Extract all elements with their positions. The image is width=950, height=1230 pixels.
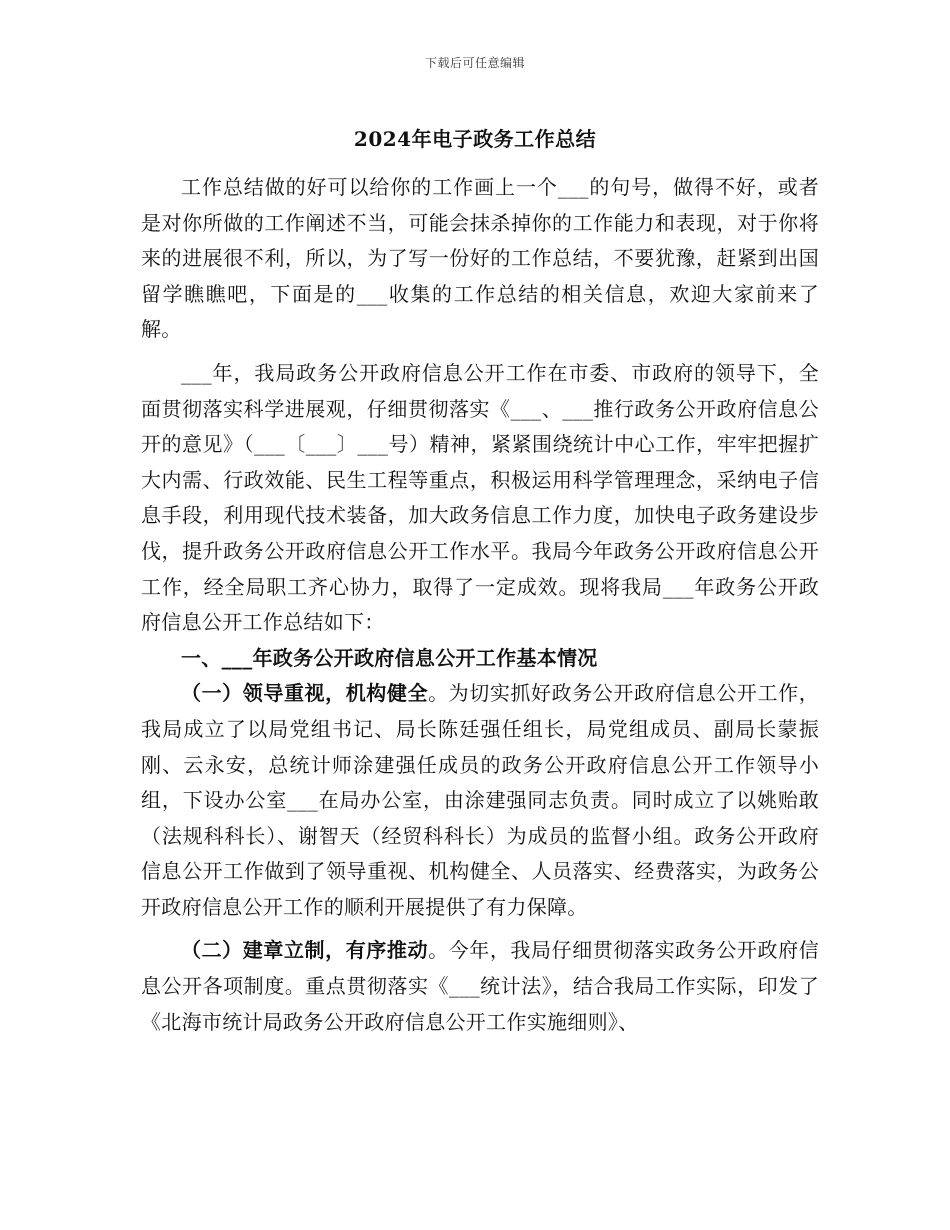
overview-paragraph: ___年，我局政务公开政府信息公开工作在市委、市政府的领导下，全面贯彻落实科学进展观，仔细贯彻落实《___、___推行政务公开政府信息公开的意见》（___〔___〕___号）精神，紧紧围绕统计中心工作，牢牢把握扩大内需、行政效能、民生工程等重点，积极运用科学管理理念，采纳电子信息手段，利用现代技术装备，加大政务信息工作力度，加快电子政务建设步伐，提升政务公开政府信息公开工作水平。我局今年政务公开政府信息公开工作，经全局职工齐心协力，取得了一定成效。现将我局___年政务公开政府信息公开工作总结如下：: [141, 360, 819, 635]
item-1-lead: （一）领导重视，机构健全: [181, 681, 429, 706]
intro-paragraph: 工作总结做的好可以给你的工作画上一个___的句号，做得不好，或者是对你所做的工作阐述不当，可能会抹杀掉你的工作能力和表现，对于你将来的进展很不利，所以，为了写一份好的工作总结，不要犹豫，赶紧到出国留学瞧瞧吧，下面是的___收集的工作总结的相关信息，欢迎大家前来了解。: [141, 175, 819, 342]
document-title: 2024年电子政务工作总结: [353, 127, 597, 151]
item-1-body: 。为切实抓好政务公开政府信息公开工作，我局成立了以局党组书记、局长陈廷强任组长，局党组成员、副局长蒙振刚、云永安，总统计师涂建强任成员的政务公开政府信息公开工作领导小组，下设办公室___在局办公室，由涂建强同志负责。同时成立了以姚贻敢（法规科科长）、谢智天（经贸科科长）为成员的监督小组。政务公开政府信息公开工作做到了领导重视、机构健全、人员落实、经费落实，为政务公开政府信息公开工作的顺利开展提供了有力保障。: [141, 681, 819, 919]
item-2-body: 。今年，我局仔细贯彻落实政务公开政府信息公开各项制度。重点贯彻落实《___统计法》，结合我局工作实际，印发了《北海市统计局政务公开政府信息公开工作实施细则》、: [141, 938, 819, 1034]
section-heading-1: 一、___年政务公开政府信息公开工作基本情况: [181, 645, 598, 670]
page-header: 下载后可任意编辑: [424, 56, 525, 70]
item-1-paragraph: [141, 676, 819, 925]
item-2-paragraph: [141, 933, 819, 1040]
document-body: [141, 170, 819, 1040]
item-2-lead: （二）建章立制，有序推动: [181, 938, 429, 963]
